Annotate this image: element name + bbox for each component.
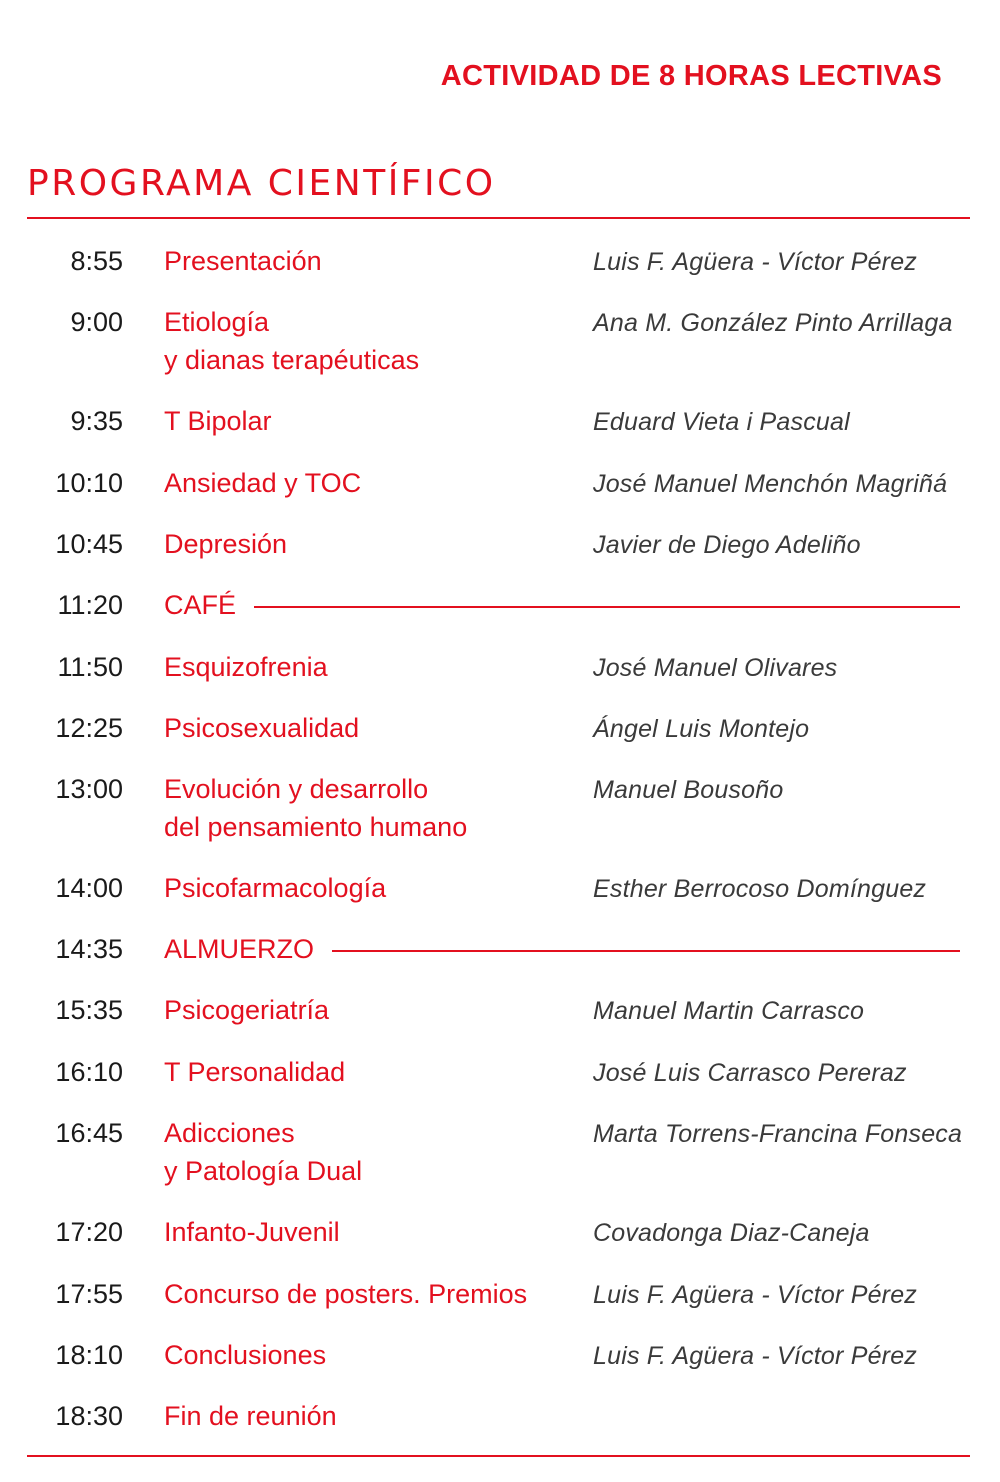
session-topic: del pensamiento humano bbox=[164, 812, 468, 842]
schedule-row bbox=[0, 1213, 1000, 1253]
session-time: 15:35 bbox=[55, 995, 123, 1025]
schedule-row bbox=[0, 1397, 1000, 1437]
session-time: 11:20 bbox=[57, 590, 123, 620]
session-speaker: José Manuel Menchón Magriñá bbox=[593, 470, 948, 498]
session-time: 9:00 bbox=[70, 307, 123, 337]
schedule-row bbox=[0, 586, 1000, 626]
session-speaker: Luis F. Agüera - Víctor Pérez bbox=[593, 1281, 918, 1309]
session-topic: Conclusiones bbox=[164, 1340, 327, 1370]
session-topic: Esquizofrenia bbox=[164, 652, 328, 682]
session-speaker: Covadonga Diaz-Caneja bbox=[593, 1219, 870, 1247]
session-speaker: Ana M. González Pinto Arrillaga bbox=[593, 309, 953, 337]
bottom-divider bbox=[27, 1455, 970, 1457]
session-time: 18:10 bbox=[55, 1340, 123, 1370]
session-time: 9:35 bbox=[70, 406, 123, 436]
session-time: 16:45 bbox=[55, 1118, 123, 1148]
schedule-row bbox=[0, 770, 1000, 842]
session-time: 10:10 bbox=[55, 468, 123, 498]
session-speaker: Manuel Martin Carrasco bbox=[593, 997, 865, 1025]
session-speaker: Javier de Diego Adeliño bbox=[593, 531, 861, 559]
session-time: 12:25 bbox=[55, 713, 123, 743]
schedule-row bbox=[0, 991, 1000, 1031]
session-speaker: Manuel Bousoño bbox=[593, 776, 784, 804]
session-speaker: Marta Torrens-Francina Fonseca bbox=[593, 1120, 963, 1148]
schedule-row bbox=[0, 464, 1000, 504]
activity-hours-subtitle: ACTIVIDAD DE 8 HORAS LECTIVAS bbox=[440, 60, 942, 92]
session-time: 14:35 bbox=[55, 934, 123, 964]
session-topic: Psicofarmacología bbox=[164, 873, 387, 903]
session-time: 17:20 bbox=[55, 1217, 123, 1247]
session-topic: T Bipolar bbox=[164, 406, 272, 436]
schedule-row bbox=[0, 303, 1000, 375]
session-topic: Fin de reunión bbox=[164, 1401, 337, 1431]
session-speaker: José Luis Carrasco Pereraz bbox=[593, 1059, 907, 1087]
session-topic: Psicosexualidad bbox=[164, 713, 360, 743]
session-speaker: José Manuel Olivares bbox=[593, 654, 838, 682]
session-topic: y dianas terapéuticas bbox=[164, 345, 420, 375]
session-time: 10:45 bbox=[55, 529, 123, 559]
session-time: 8:55 bbox=[70, 246, 123, 276]
session-topic: Ansiedad y TOC bbox=[164, 468, 362, 498]
session-topic: Depresión bbox=[164, 529, 288, 559]
session-speaker: Luis F. Agüera - Víctor Pérez bbox=[593, 248, 918, 276]
break-label: CAFÉ bbox=[164, 590, 237, 620]
session-speaker: Esther Berrocoso Domínguez bbox=[593, 875, 927, 903]
session-speaker: Eduard Vieta i Pascual bbox=[593, 408, 850, 436]
schedule-row bbox=[0, 1053, 1000, 1093]
session-time: 14:00 bbox=[55, 873, 123, 903]
session-topic: Etiología bbox=[164, 307, 270, 337]
program-title: PROGRAMA CIENTÍFICO bbox=[27, 163, 496, 204]
session-topic: T Personalidad bbox=[164, 1057, 346, 1087]
session-speaker: Ángel Luis Montejo bbox=[593, 715, 810, 743]
schedule-row bbox=[0, 869, 1000, 909]
session-topic: y Patología Dual bbox=[164, 1156, 363, 1186]
schedule-row bbox=[0, 402, 1000, 442]
session-topic: Infanto-Juvenil bbox=[164, 1217, 340, 1247]
schedule-row bbox=[0, 930, 1000, 970]
session-time: 17:55 bbox=[55, 1279, 123, 1309]
session-time: 11:50 bbox=[57, 652, 123, 682]
session-topic: Adicciones bbox=[164, 1118, 295, 1148]
schedule-row bbox=[0, 242, 1000, 282]
schedule-row bbox=[0, 648, 1000, 688]
break-label: ALMUERZO bbox=[164, 934, 315, 964]
break-divider-line bbox=[254, 606, 960, 608]
schedule-row bbox=[0, 1114, 1000, 1186]
session-topic: Psicogeriatría bbox=[164, 995, 330, 1025]
session-topic: Presentación bbox=[164, 246, 322, 276]
schedule-row bbox=[0, 1336, 1000, 1376]
schedule-row bbox=[0, 709, 1000, 749]
break-divider-line bbox=[332, 950, 960, 952]
session-topic: Concurso de posters. Premios bbox=[164, 1279, 528, 1309]
session-time: 18:30 bbox=[55, 1401, 123, 1431]
session-time: 16:10 bbox=[55, 1057, 123, 1087]
session-speaker: Luis F. Agüera - Víctor Pérez bbox=[593, 1342, 918, 1370]
schedule-row bbox=[0, 1275, 1000, 1315]
schedule-row bbox=[0, 525, 1000, 565]
session-topic: Evolución y desarrollo bbox=[164, 774, 429, 804]
session-time: 13:00 bbox=[55, 774, 123, 804]
